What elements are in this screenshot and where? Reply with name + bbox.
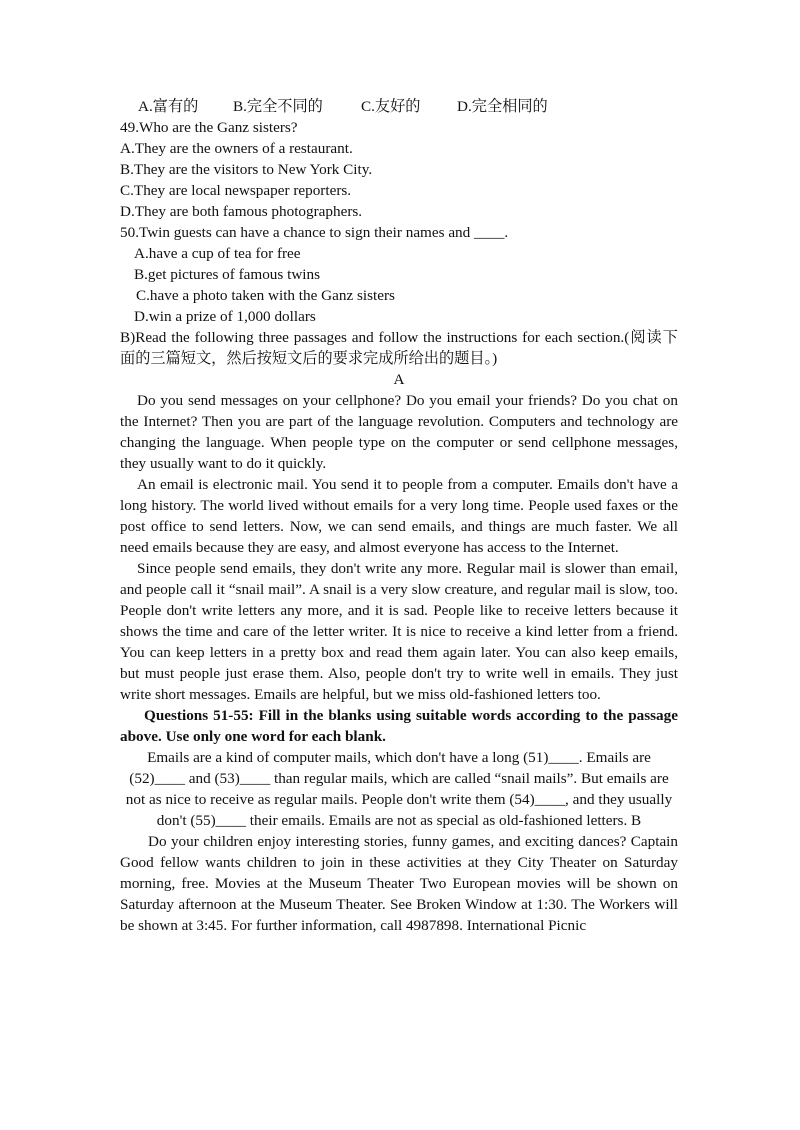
exam-page	[120, 96, 678, 936]
passage-a-paragraph-3: Since people send emails, they don't write any more. Regular mail is slower than email, and people call it “snail mail”. A snail is a very slow creature, and regular mail is slow, too. People don't write letters any more, and it is sad. People like to receive letters because it shows the time and care of the letter writer. It is nice to receive a kind letter from a friend. You can keep letters in a pretty box and read them again later. You can also keep emails, but must people just erase them. Also, people don't try to write well in emails. They just write short messages. Emails are helpful, but we miss old-fashioned letters too.	[120, 560, 678, 703]
q50-option-c: C.have a photo taken with the Ganz sisters	[136, 287, 395, 304]
q50-option-b: B.get pictures of famous twins	[134, 266, 321, 283]
q48-option-b: B.完全不同的	[233, 98, 323, 115]
q49-option-a: A.They are the owners of a restaurant.	[120, 140, 353, 157]
q48-option-a: A.富有的	[138, 98, 199, 115]
q48-option-d: D.完全相同的	[457, 98, 548, 115]
q50-option-d: D.win a prize of 1,000 dollars	[134, 308, 316, 325]
passage-a-paragraph-2: An email is electronic mail. You send it to people from a computer. Emails don't have a long history. The world lived without emails for a very long time. People used faxes or the post office to send letters. Now, we can send emails, and things are much faster. We all need emails because they are easy, and almost everyone has access to the Internet.	[120, 476, 678, 556]
q49-option-b: B.They are the visitors to New York City.	[120, 161, 373, 178]
passage-a-paragraph-1: Do you send messages on your cellphone? Do you email your friends? Do you chat on the Internet? Then you are part of the language revolution. Computers and technology are changing the language. When people type on the computer or send cellphone messages, they usually want to do it quickly.	[120, 392, 678, 472]
q48-options	[120, 96, 678, 117]
section-b-instruction: B)Read the following three passages and follow the instructions for each section.(阅读下面的三篇短文，然后按短文后的要求完成所给出的题目。)	[120, 329, 678, 367]
q49-option-c: C.They are local newspaper reporters.	[120, 182, 352, 199]
q50-option-a: A.have a cup of tea for free	[134, 245, 301, 262]
q49-question: 49.Who are the Ganz sisters?	[120, 119, 298, 136]
q49-option-d: D.They are both famous photographers.	[120, 203, 363, 220]
questions-51-55-instruction: Questions 51-55: Fill in the blanks using suitable words according to the passage above. Use only one word for each blank.	[120, 707, 678, 745]
questions-51-55-summary: Emails are a kind of computer mails, which don't have a long (51)____. Emails are (52)____ and (53)____ than regular mails, which are called “snail mails”. But emails are not as nice to receive as regular mails. People don't write them (54)____, and they usually don't (55)____ their emails. Emails are not as special as old-fashioned letters. B	[125, 749, 673, 829]
passage-a-label: A	[393, 371, 405, 388]
passage-b-text: Do your children enjoy interesting stories, funny games, and exciting dances? Captain Good fellow wants children to join in these activities at they City Theater on Saturday morning, free. Movies at the Museum Theater Two European movies will be shown on Saturday afternoon at the Museum Theater. See Broken Window at 1:30. The Workers will be shown at 3:45. For further information, call 4987898. International Picnic	[120, 833, 678, 934]
q50-question: 50.Twin guests can have a chance to sign their names and ____.	[120, 224, 509, 241]
q48-option-c: C.友好的	[361, 98, 421, 115]
